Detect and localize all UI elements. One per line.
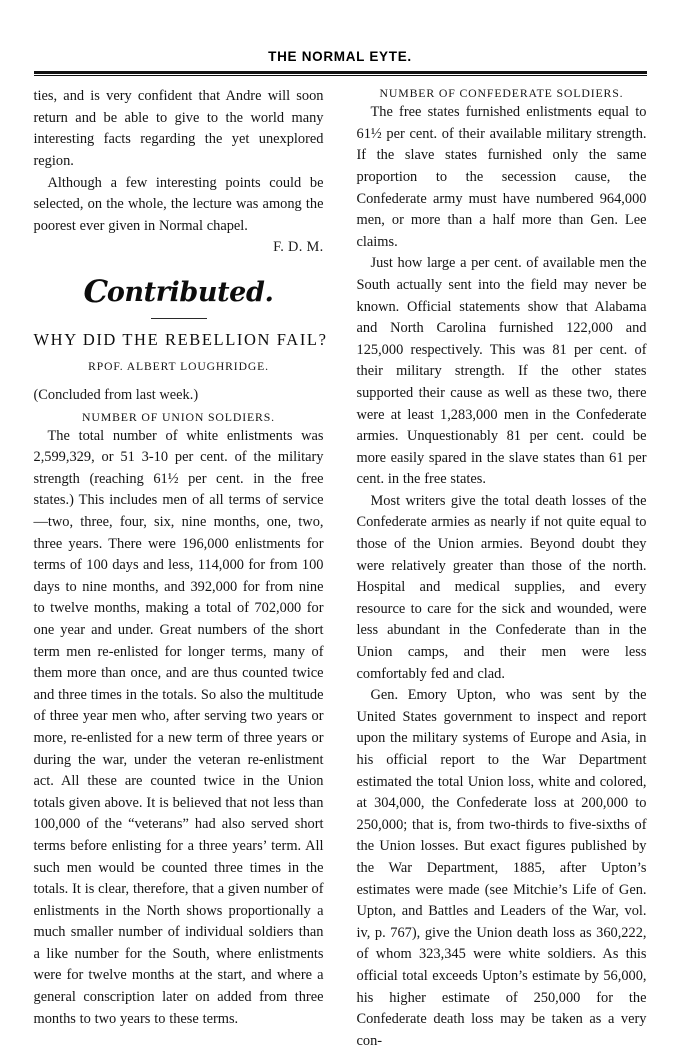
paragraph-free-states: The free states furnished enlistments equal to 61½ per cent. of their available military strength. If the slave states furnished only the same proportion to the secession cause, the Confederate army must have numbered 964,000 men, or more than a half more than Gen. Lee claims. <box>356 104 647 250</box>
page-header-title: THE NORMAL EYTE. <box>268 49 412 64</box>
subheading-confederate-soldiers: NUMBER OF CONFEDERATE SOLDIERS. <box>379 86 624 101</box>
paragraph-lecture: Although a few interesting points could be selected, on the whole, the lecture was among the poorest ever given in Normal chapel. <box>33 174 324 234</box>
paragraph-death-losses: Most writers give the total death losses of the Confederate armies as nearly if not quite equal to those of the Union armies. Beyond doubt they were relatively greater than those of the north. Hospital and medical supplies, and every resource to care for the sick and wounded, were less abundant in the Confederate than in the Union camps, and their men were less comfortably fed and clad. <box>356 492 647 682</box>
article-title: WHY DID THE REBELLION FAIL? <box>33 330 328 350</box>
paragraph-continuation: ties, and is very confident that Andre will soon return and be able to give to the world many interesting facts regarding the yet unexplored region. <box>33 88 324 169</box>
header-rule <box>34 71 647 76</box>
ornamental-initial-icon: C <box>83 273 108 310</box>
right-column <box>357 86 647 1052</box>
section-heading-text: ontributed. <box>106 276 274 308</box>
paragraph-south-enlistments: Just how large a per cent. of available men the South actually sent into the field may never be known. Official statements show that Alabama and North Carolina furnished 122,000 and 125,000 respectively. This was 81 per cent. of their military strength. If the other states supported their cause as well as these two, there were at least 1,283,000 men in the Confederate armies. Unquestionably 81 per cent. could be more easily spared in the slave states than 61 per cent. in the free states. <box>356 255 647 488</box>
section-heading-contributed <box>34 275 324 309</box>
article-signature: F. D. M. <box>273 239 324 256</box>
header-rule-thin <box>34 75 647 76</box>
two-column-layout <box>34 86 647 1052</box>
continued-note: (Concluded from last week.) <box>33 387 199 404</box>
section-divider-rule <box>151 318 207 319</box>
paragraph-union-soldiers: The total number of white enlistments was 2,599,329, or 51 3-10 per cent. of the military strength (reaching 61½ per cent. in the free states.) This includes men of all terms of service—two, three, four, six, nine months, one, two, three years. There were 196,000 enlistments for terms of 100 days and less, 114,000 for from 100 days to nine months, and 392,000 for from nine to twelve months, making a total of 702,000 for one year and under. Great numbers of the short term men re-enlisted for longer terms, many of them more than once, and are thus counted twice and three times in the totals. So also the multitude of three year men who, after serving two years or more, re-enlisted for a new term of three years or during the war, under the veteran re-enlistment act. All these are counted twice in the Union totals given above. It is believed that not less than 100,000 of the “veterans” had also served short terms before enlisting for a three years’ term. All such men would be counted three times in the totals. It is clear, therefore, that a given number of enlistments in the North shows proportionally a much smaller number of individual soldiers than a like number for the South, where enlistments were for twelve months at the start, and where a general conscription later on added from three months to two years to these terms. <box>33 427 324 1027</box>
left-column <box>33 86 328 1030</box>
article-byline: RPOF. ALBERT LOUGHRIDGE. <box>88 360 269 374</box>
subheading-union-soldiers: NUMBER OF UNION SOLDIERS. <box>82 409 275 424</box>
paragraph-emory-upton: Gen. Emory Upton, who was sent by the United States government to inspect and report upon the military systems of Europe and Asia, in his official report to the War Department estimated the total Union loss, white and colored, at 304,000, the Confederate loss at 200,000 to 250,000; that is, from two-thirds to five-sixths of the Union losses. But exact figures published by the War Department, 1885, after Upton’s estimates were made (see Mitchie’s Life of Gen. Upton, and Battles and Leaders of the War, vol. iv, p. 767), give the Union death loss as 360,222, of whom 323,345 were white soldiers. As this official total exceeds Upton’s estimate by 56,000, his higher estimate of 250,000 for the Confederate death loss may be taken as a very con- <box>356 687 647 1049</box>
